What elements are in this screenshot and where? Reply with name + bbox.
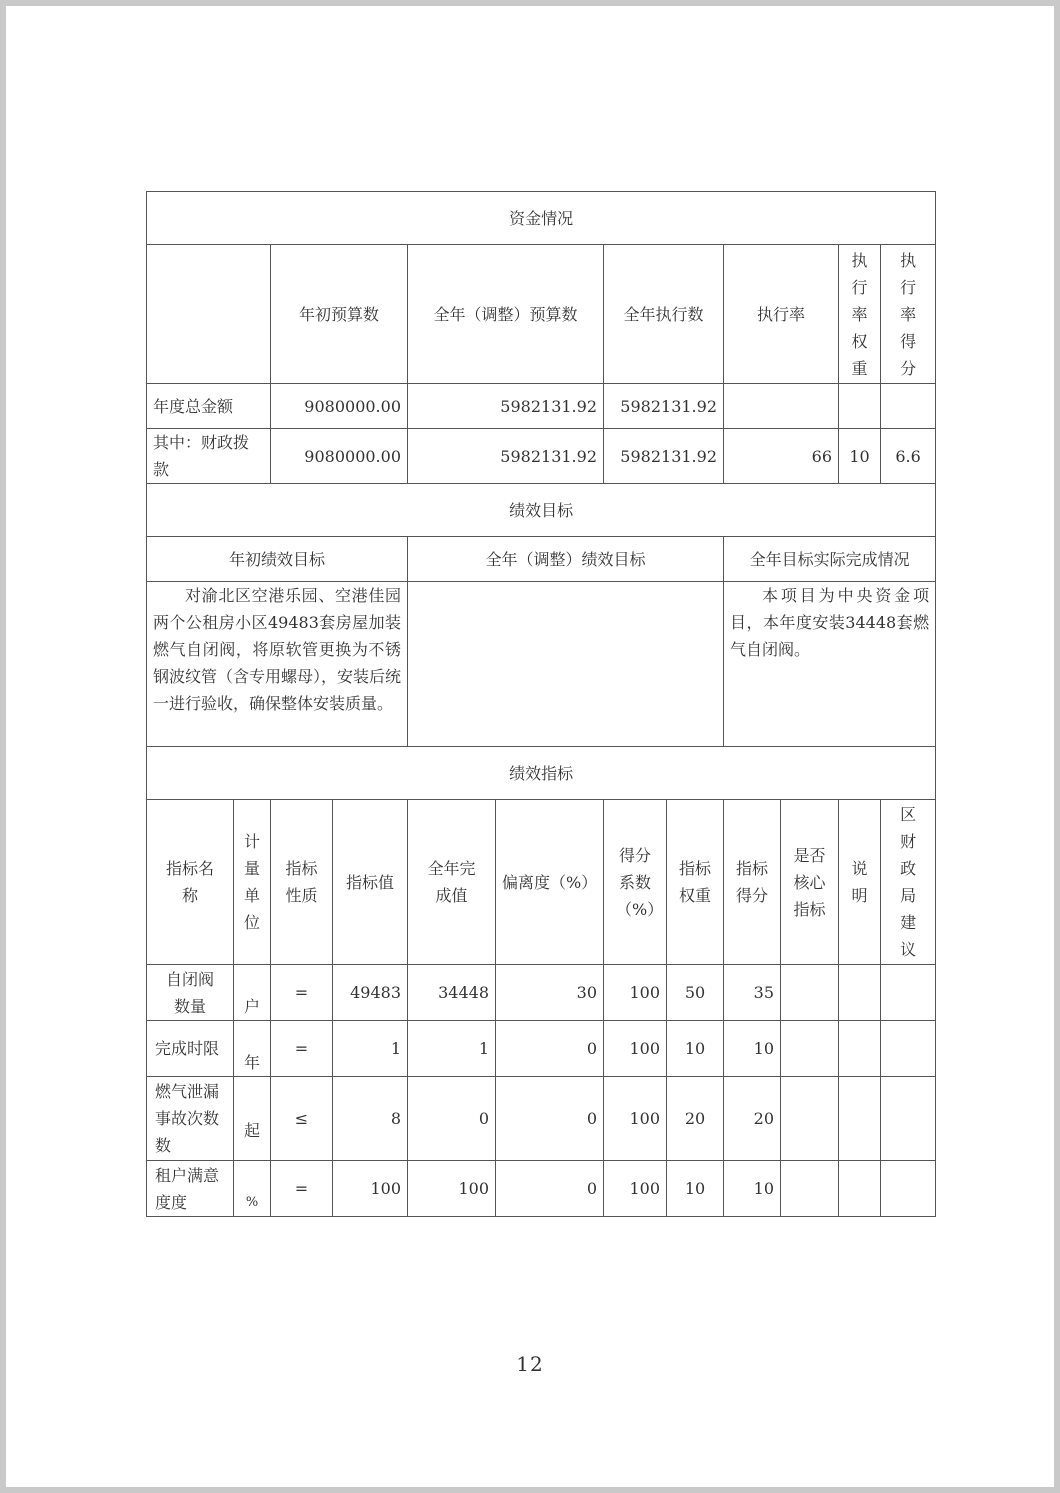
- header-score: 指标得分: [724, 800, 781, 965]
- cell-core: [781, 1021, 839, 1077]
- cell-unit: 起: [234, 1077, 271, 1161]
- header-nature: 指标性质: [271, 800, 333, 965]
- cell-coef: 100: [604, 1021, 667, 1077]
- page-number: 12: [516, 1352, 544, 1376]
- cell-completed: 1: [408, 1021, 496, 1077]
- cell-advice: [881, 965, 936, 1021]
- cell-indicator-name: 完成时限: [147, 1021, 234, 1077]
- cell-score: 10: [724, 1021, 781, 1077]
- cell-deviation: 30: [496, 965, 604, 1021]
- header-deviation: 偏离度（%）: [496, 800, 604, 965]
- cell-coef: 100: [604, 965, 667, 1021]
- funds-section-title: 资金情况: [147, 192, 936, 245]
- header-weight: 指标权重: [667, 800, 724, 965]
- cell-note: [839, 965, 881, 1021]
- cell-weight: 10: [667, 1021, 724, 1077]
- cell-rate: [724, 384, 839, 429]
- indicators-header-row: [147, 800, 936, 965]
- cell-nature: ≤: [271, 1077, 333, 1161]
- cell-value: 8: [333, 1077, 408, 1161]
- cell-executed: 5982131.92: [604, 384, 724, 429]
- adjusted-goal-text: [408, 582, 724, 747]
- header-note: 说明: [839, 800, 881, 965]
- header-unit: 计量单位: [234, 800, 271, 965]
- header-rate: 执行率: [724, 245, 839, 384]
- cell-executed: 5982131.92: [604, 429, 724, 484]
- cell-deviation: 0: [496, 1021, 604, 1077]
- cell-rate-score: [881, 384, 936, 429]
- cell-indicator-name: 燃气泄漏事故次数数: [147, 1077, 234, 1161]
- cell-advice: [881, 1021, 936, 1077]
- cell-score: 10: [724, 1161, 781, 1217]
- cell-adjusted-budget: 5982131.92: [408, 429, 604, 484]
- table-row: [147, 1021, 936, 1077]
- cell-indicator-name: 租户满意度度: [147, 1161, 234, 1217]
- cell-rate-weight: 10: [839, 429, 881, 484]
- row-label: 年度总金额: [147, 384, 271, 429]
- header-executed: 全年执行数: [604, 245, 724, 384]
- header-initial-goal: 年初绩效目标: [147, 537, 408, 582]
- cell-unit: 年: [234, 1021, 271, 1077]
- cell-weight: 10: [667, 1161, 724, 1217]
- goals-section-title: 绩效目标: [147, 484, 936, 537]
- header-adjusted-goal: 全年（调整）绩效目标: [408, 537, 724, 582]
- cell-note: [839, 1077, 881, 1161]
- cell-nature: =: [271, 1021, 333, 1077]
- table-row: [147, 1161, 936, 1217]
- cell-value: 49483: [333, 965, 408, 1021]
- header-rate-score: 执行率得分: [881, 245, 936, 384]
- cell-coef: 100: [604, 1077, 667, 1161]
- cell-value: 1: [333, 1021, 408, 1077]
- header-core: 是否核心指标: [781, 800, 839, 965]
- funds-row-fiscal: [147, 429, 936, 484]
- table-row: [147, 1077, 936, 1161]
- actual-completion-text: 本项目为中央资金项目，本年度安装34448套燃气自闭阀。: [724, 582, 936, 747]
- cell-initial-budget: 9080000.00: [271, 429, 408, 484]
- cell-core: [781, 1077, 839, 1161]
- header-indicator-name: 指标名称: [147, 800, 234, 965]
- cell-rate-score: 6.6: [881, 429, 936, 484]
- header-value: 指标值: [333, 800, 408, 965]
- cell-score: 35: [724, 965, 781, 1021]
- cell-completed: 34448: [408, 965, 496, 1021]
- cell-initial-budget: 9080000.00: [271, 384, 408, 429]
- cell-unit: 户: [234, 965, 271, 1021]
- cell-deviation: 0: [496, 1077, 604, 1161]
- document-page: [6, 6, 1054, 1487]
- cell-rate-weight: [839, 384, 881, 429]
- cell-completed: 0: [408, 1077, 496, 1161]
- table-row: [147, 965, 936, 1021]
- cell-nature: =: [271, 1161, 333, 1217]
- cell-coef: 100: [604, 1161, 667, 1217]
- cell-advice: [881, 1077, 936, 1161]
- cell-note: [839, 1161, 881, 1217]
- header-adjusted-budget: 全年（调整）预算数: [408, 245, 604, 384]
- row-label: 其中：财政拨款: [147, 429, 271, 484]
- performance-table: [146, 191, 936, 1217]
- cell-deviation: 0: [496, 1161, 604, 1217]
- initial-goal-text: 对渝北区空港乐园、空港佳园两个公租房小区49483套房屋加装燃气自闭阀，将原软管更换为不锈钢波纹管（含专用螺母），安装后统一进行验收，确保整体安装质量。: [147, 582, 408, 747]
- cell-core: [781, 965, 839, 1021]
- header-completed: 全年完成值: [408, 800, 496, 965]
- funds-row-total: [147, 384, 936, 429]
- cell-completed: 100: [408, 1161, 496, 1217]
- cell-unit: %: [234, 1161, 271, 1217]
- header-rate-weight: 执行率权重: [839, 245, 881, 384]
- header-actual-completion: 全年目标实际完成情况: [724, 537, 936, 582]
- cell-score: 20: [724, 1077, 781, 1161]
- header-initial-budget: 年初预算数: [271, 245, 408, 384]
- cell-indicator-name: 自闭阀数量: [147, 965, 234, 1021]
- cell-weight: 50: [667, 965, 724, 1021]
- cell-note: [839, 1021, 881, 1077]
- cell-nature: =: [271, 965, 333, 1021]
- cell-value: 100: [333, 1161, 408, 1217]
- cell-adjusted-budget: 5982131.92: [408, 384, 604, 429]
- header-coef: 得分系数（%）: [604, 800, 667, 965]
- cell-core: [781, 1161, 839, 1217]
- header-advice: 区财政局建议: [881, 800, 936, 965]
- cell-rate: 66: [724, 429, 839, 484]
- funds-header-blank: [147, 245, 271, 384]
- cell-advice: [881, 1161, 936, 1217]
- indicators-section-title: 绩效指标: [147, 747, 936, 800]
- cell-weight: 20: [667, 1077, 724, 1161]
